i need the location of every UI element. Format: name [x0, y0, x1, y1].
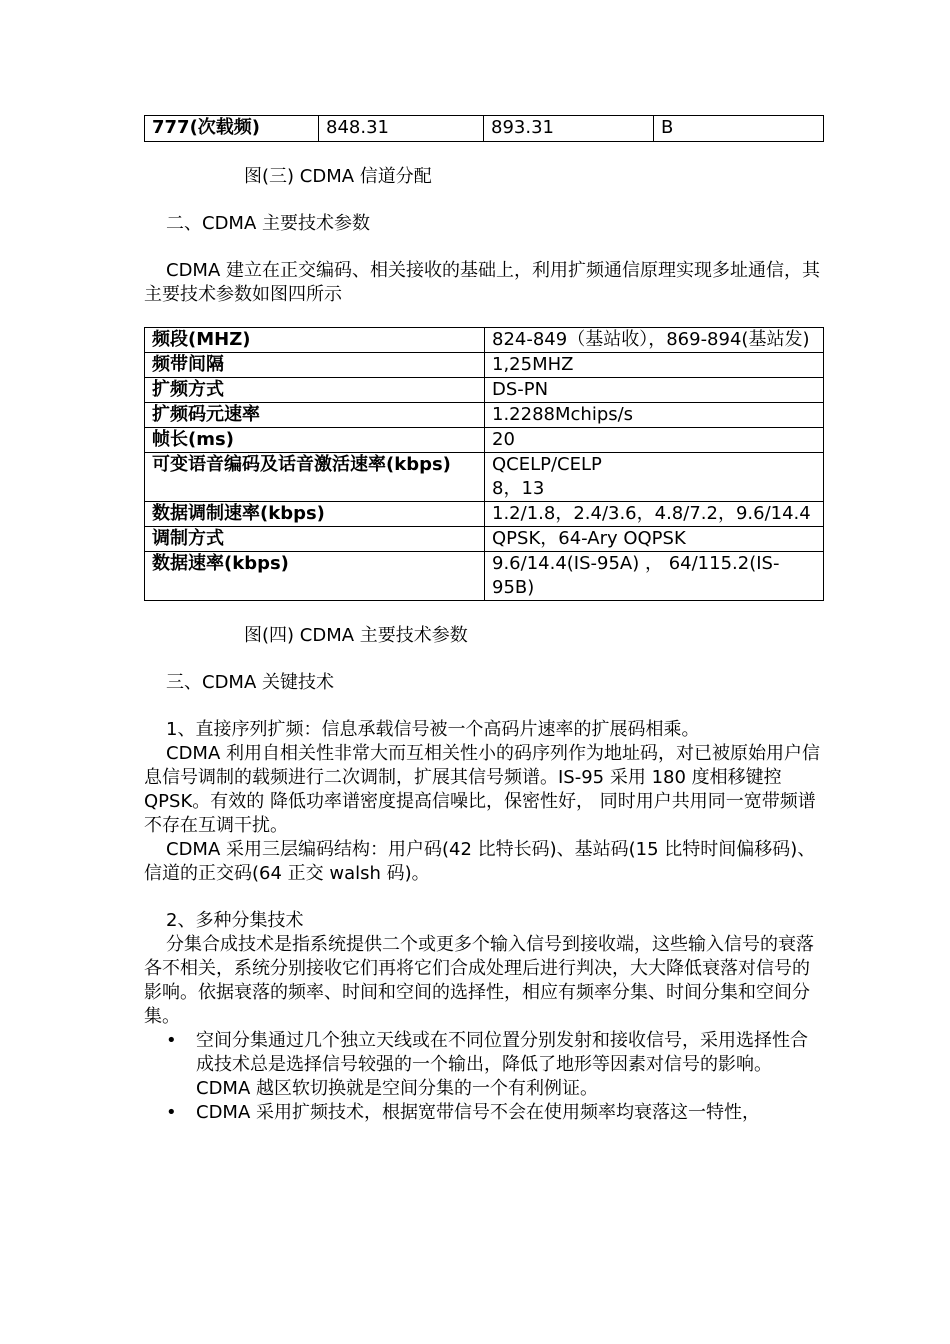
table-cell: 893.31	[484, 116, 654, 142]
list-item-text: 空间分集通过几个独立天线或在不同位置分别发射和接收信号，采用选择性合成技术总是选择信号较强的一个输出，降低了地形等因素对信号的影响。CDMA 越区软切换就是空间分集的一个有利例证。	[196, 1030, 808, 1099]
parameter-value: DS-PN	[485, 378, 824, 403]
parameter-name: 帧长(ms)	[145, 428, 485, 453]
parameter-name: 数据调制速率(kbps)	[145, 502, 485, 527]
parameter-name: 可变语音编码及话音激活速率(kbps)	[145, 453, 485, 502]
table-row	[145, 552, 824, 601]
parameter-name: 频段(MHZ)	[145, 328, 485, 353]
table-row	[145, 378, 824, 403]
table-row	[145, 502, 824, 527]
parameter-name: 调制方式	[145, 527, 485, 552]
list-item	[144, 1029, 824, 1101]
table-row	[145, 353, 824, 378]
list-item	[144, 1101, 824, 1125]
channel-allocation-table	[144, 115, 824, 142]
parameter-value: 1,25MHZ	[485, 353, 824, 378]
table-row	[145, 328, 824, 353]
parameter-name: 频带间隔	[145, 353, 485, 378]
subsection-heading: 1、直接序列扩频：信息承载信号被一个高码片速率的扩展码相乘。	[166, 719, 700, 740]
table-row	[145, 116, 824, 142]
parameter-value: QPSK，64-Ary OQPSK	[485, 527, 824, 552]
table-row	[145, 453, 824, 502]
figure-caption: 图(三) CDMA 信道分配	[244, 166, 432, 187]
subsection-heading: 2、多种分集技术	[166, 910, 304, 931]
parameter-value: 1.2288Mchips/s	[485, 403, 824, 428]
parameter-name: 扩频方式	[145, 378, 485, 403]
document-page	[144, 115, 824, 1125]
bullet-icon: •	[166, 1102, 177, 1123]
table-row	[145, 403, 824, 428]
parameter-value: 824-849（基站收），869-894(基站发)	[485, 328, 824, 353]
list-item-text: CDMA 采用扩频技术，根据宽带信号不会在使用频率均衰落这一特性，	[196, 1102, 760, 1123]
paragraph: CDMA 建立在正交编码、相关接收的基础上，利用扩频通信原理实现多址通信，其主要技术参数如图四所示	[144, 260, 820, 305]
paragraph: CDMA 采用三层编码结构：用户码(42 比特长码)、基站码(15 比特时间偏移码)、信道的正交码(64 正交 walsh 码)。	[144, 839, 816, 884]
table-cell: B	[654, 116, 824, 142]
parameter-value: 1.2/1.8，2.4/3.6，4.8/7.2，9.6/14.4	[485, 502, 824, 527]
bullet-icon: •	[166, 1030, 177, 1051]
section-heading: 二、CDMA 主要技术参数	[166, 213, 370, 234]
parameter-name: 扩频码元速率	[145, 403, 485, 428]
table-row	[145, 527, 824, 552]
paragraph: CDMA 利用自相关性非常大而互相关性小的码序列作为地址码，对已被原始用户信息信号调制的载频进行二次调制，扩展其信号频谱。IS-95 采用 180 度相移键控 QPSK。有效的 降低功率谱密度提高信噪比，保密性好， 同时用户共用同一宽带频谱不存在互调干扰。	[144, 743, 820, 836]
table-cell: 848.31	[319, 116, 484, 142]
parameter-value: 20	[485, 428, 824, 453]
parameter-name: 数据速率(kbps)	[145, 552, 485, 601]
table-cell: 777(次载频)	[145, 116, 319, 142]
figure-caption: 图(四) CDMA 主要技术参数	[244, 625, 468, 646]
paragraph: 分集合成技术是指系统提供二个或更多个输入信号到接收端，这些输入信号的衰落各不相关，系统分别接收它们再将它们合成处理后进行判决，大大降低衰落对信号的影响。依据衰落的频率、时间和空间的选择性，相应有频率分集、时间分集和空间分集。	[144, 934, 814, 1027]
parameter-value: QCELP/CELP 8，13	[485, 453, 824, 502]
parameters-table	[144, 327, 824, 601]
parameter-value: 9.6/14.4(IS-95A) ， 64/115.2(IS-95B)	[485, 552, 824, 601]
bullet-list	[144, 1029, 824, 1125]
section-heading: 三、CDMA 关键技术	[166, 672, 334, 693]
table-row	[145, 428, 824, 453]
